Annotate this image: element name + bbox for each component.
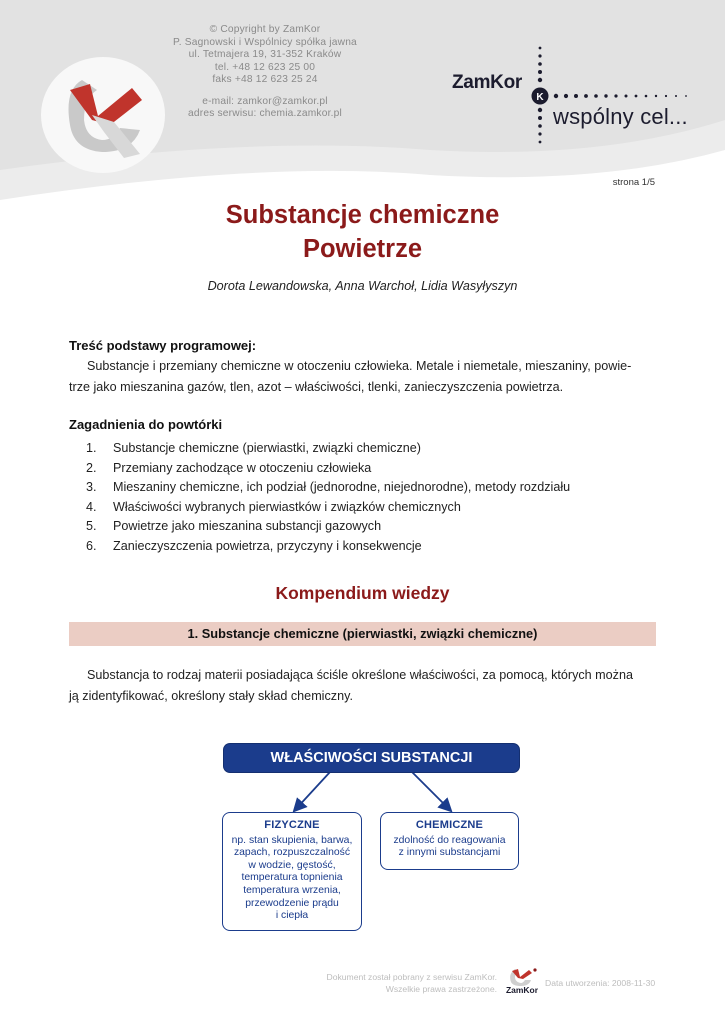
definition-line: ją zidentyfikować, określony stały skład chemiczny. <box>69 689 353 703</box>
review-heading: Zagadnienia do powtórki <box>69 417 223 432</box>
review-list <box>86 439 570 557</box>
physical-line: np. stan skupienia, barwa, <box>231 834 353 846</box>
chemical-line: zdolność do reagowania <box>393 834 506 846</box>
copyright-block <box>150 24 380 121</box>
chemical-line: z innymi substancjami <box>398 847 501 859</box>
email-line: e-mail: zamkor@zamkor.pl <box>202 95 328 107</box>
zamkor-k-logo <box>52 70 152 165</box>
definition-line: Substancja to rodzaj materii posiadająca ściśle określone właściwości, za pomocą, których można <box>87 668 633 682</box>
svg-text:K: K <box>536 92 544 103</box>
document-subtitle: Powietrze <box>302 235 423 263</box>
physical-line: zapach, rozpuszczalność <box>233 847 351 859</box>
curriculum-text <box>69 356 657 398</box>
list-item: 5. Powietrze jako mieszanina substancji gazowych <box>86 519 382 534</box>
arrow-to-physical <box>295 772 330 810</box>
properties-title: WŁAŚCIWOŚCI SUBSTANCJI <box>224 744 519 772</box>
section-title-bar: 1. Substancje chemiczne (pierwiastki, związki chemiczne) <box>69 622 656 646</box>
authors: Dorota Lewandowska, Anna Warchoł, Lidia Wasyłyszyn <box>207 279 518 293</box>
list-item: 6. Zanieczyszczenia powietrza, przyczyny i konsekwencje <box>86 538 422 553</box>
physical-properties-box <box>222 812 362 931</box>
physical-line: w wodzie, gęstość, <box>248 859 336 871</box>
company-line: P. Sagnowski i Wspólnicy spółka jawna <box>173 36 357 48</box>
phone-line: tel. +48 12 623 25 00 <box>214 61 316 73</box>
physical-line: temperatura topnienia <box>241 872 343 884</box>
physical-line: przewodzenie prądu <box>245 897 339 909</box>
physical-label: FIZYCZNE <box>264 819 320 831</box>
list-item: 4. Właściwości wybranych pierwiastków i związków chemicznych <box>86 499 461 514</box>
compendium-heading: Kompendium wiedzy <box>275 583 450 603</box>
arrow-to-chemical <box>412 772 450 810</box>
chemical-properties-box <box>380 812 519 870</box>
copyright-line: © Copyright by ZamKor <box>209 24 321 35</box>
substance-definition <box>69 665 657 707</box>
fax-line: faks +48 12 623 25 24 <box>212 74 318 85</box>
brand-slogan: wspólny cel... <box>553 104 688 129</box>
list-item: 3. Mieszaniny chemiczne, ich podział (jednorodne, niejednorodne), metody rozdziału <box>86 480 571 495</box>
footer-logo-text: ZamKor <box>505 985 539 995</box>
footer-notice-line: Wszelkie prawa zastrzeżone. <box>385 983 497 994</box>
website-line: adres serwisu: chemia.zamkor.pl <box>188 108 342 119</box>
address-line: ul. Tetmajera 19, 31-352 Kraków <box>188 49 342 60</box>
brand-name: ZamKor <box>452 72 522 93</box>
physical-line: temperatura wrzenia, <box>243 884 341 896</box>
brand-dots <box>520 40 720 150</box>
document-title: Substancje chemiczne <box>225 201 500 229</box>
curriculum-line: Substancje i przemiany chemiczne w otoczeniu człowieka. Metale i niemetale, mieszaniny, powie- <box>87 359 632 373</box>
list-item: 1. Substancje chemiczne (pierwiastki, związki chemiczne) <box>86 441 421 455</box>
physical-line: i ciepła <box>275 910 309 922</box>
footer-notice-line: Dokument został pobrany z serwisu ZamKor. <box>326 972 497 982</box>
list-item: 2. Przemiany zachodzące w otoczeniu człowieka <box>86 460 372 475</box>
footer-notice <box>300 972 497 995</box>
page-number: strona 1/5 <box>612 177 655 188</box>
creation-date: Data utworzenia: 2008-11-30 <box>545 978 656 988</box>
chemical-label: CHEMICZNE <box>415 819 484 831</box>
curriculum-heading: Treść podstawy programowej: <box>69 338 257 353</box>
curriculum-line: trze jako mieszanina gazów, tlen, azot – właściwości, tlenki, zanieczyszczenia powietrza. <box>69 380 564 394</box>
